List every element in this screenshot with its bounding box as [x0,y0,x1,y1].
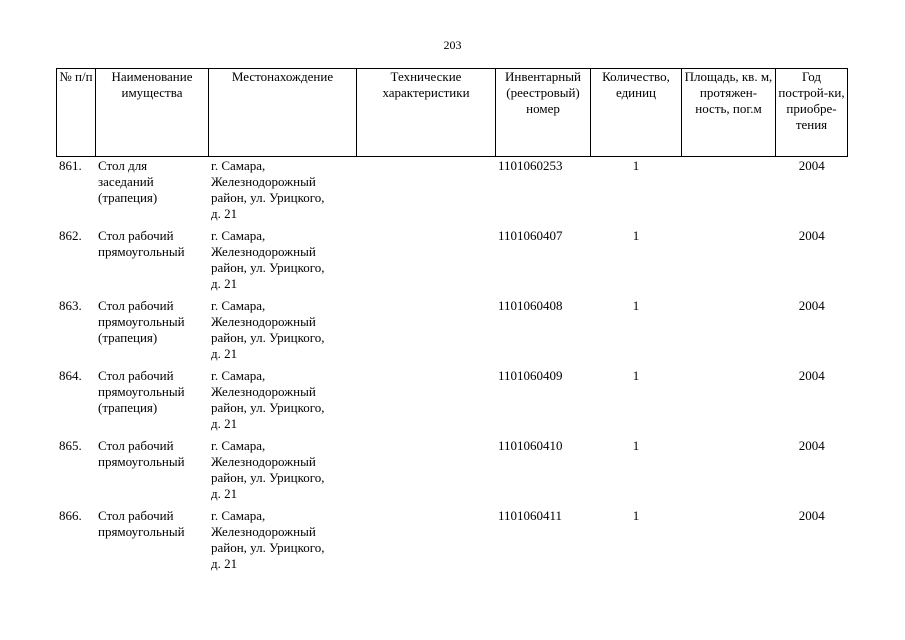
item-location: г. Самара, Железнодорожный район, ул. Урицкого, д. 21 [211,228,325,291]
item-technical [357,297,496,367]
item-area [682,297,776,367]
row-number: 864. [59,368,82,383]
item-area [682,227,776,297]
item-location: г. Самара, Железнодорожный район, ул. Урицкого, д. 21 [211,298,325,361]
item-location: г. Самара, Железнодорожный район, ул. Урицкого, д. 21 [211,158,325,221]
table-row [57,157,848,228]
item-quantity: 1 [632,298,640,313]
item-year: 2004 [798,368,825,383]
item-quantity: 1 [632,438,640,453]
item-year: 2004 [798,508,825,523]
item-quantity: 1 [632,228,640,243]
item-area [682,437,776,507]
item-location: г. Самара, Железнодорожный район, ул. Урицкого, д. 21 [211,508,325,571]
item-name: Стол рабочий прямоугольный [98,438,185,469]
column-header-inventory: Инвентарный (реестровый) номер [496,69,591,157]
table-row [57,437,848,507]
item-technical [357,227,496,297]
column-header-number: № п/п [57,69,96,157]
column-header-name: Наименование имущества [96,69,209,157]
item-inventory-number: 1101060253 [498,158,563,173]
item-year: 2004 [798,298,825,313]
item-name: Стол рабочий прямоугольный (трапеция) [98,298,185,345]
item-inventory-number: 1101060410 [498,438,563,453]
item-inventory-number: 1101060409 [498,368,563,383]
row-number: 862. [59,228,82,243]
column-header-location: Местонахождение [209,69,357,157]
item-name: Стол рабочий прямоугольный [98,228,185,259]
column-header-technical: Технические характеристики [357,69,496,157]
item-inventory-number: 1101060408 [498,298,563,313]
column-header-area: Площадь, кв. м, протяжен-ность, пог.м [682,69,776,157]
row-number: 861. [59,158,82,173]
item-name: Стол рабочий прямоугольный [98,508,185,539]
table-header [57,69,848,157]
item-name: Стол для заседаний (трапеция) [98,158,158,205]
item-technical [357,437,496,507]
item-location: г. Самара, Железнодорожный район, ул. Урицкого, д. 21 [211,438,325,501]
item-area [682,157,776,228]
item-quantity: 1 [632,508,640,523]
item-year: 2004 [798,438,825,453]
item-area [682,507,776,577]
page-number: 203 [443,38,462,52]
item-technical [357,367,496,437]
table-row [57,297,848,367]
item-year: 2004 [798,158,825,173]
table-body [57,157,848,578]
table-row [57,227,848,297]
item-quantity: 1 [632,368,640,383]
column-header-year: Год построй-ки, приобре-тения [776,69,848,157]
item-inventory-number: 1101060407 [498,228,563,243]
table-row [57,367,848,437]
table-row [57,507,848,577]
column-header-quantity: Количество, единиц [591,69,682,157]
item-name: Стол рабочий прямоугольный (трапеция) [98,368,185,415]
row-number: 866. [59,508,82,523]
item-year: 2004 [798,228,825,243]
item-location: г. Самара, Железнодорожный район, ул. Урицкого, д. 21 [211,368,325,431]
row-number: 863. [59,298,82,313]
item-inventory-number: 1101060411 [498,508,563,523]
item-technical [357,157,496,228]
item-technical [357,507,496,577]
item-quantity: 1 [632,158,640,173]
property-registry-table [56,68,848,577]
row-number: 865. [59,438,82,453]
item-area [682,367,776,437]
